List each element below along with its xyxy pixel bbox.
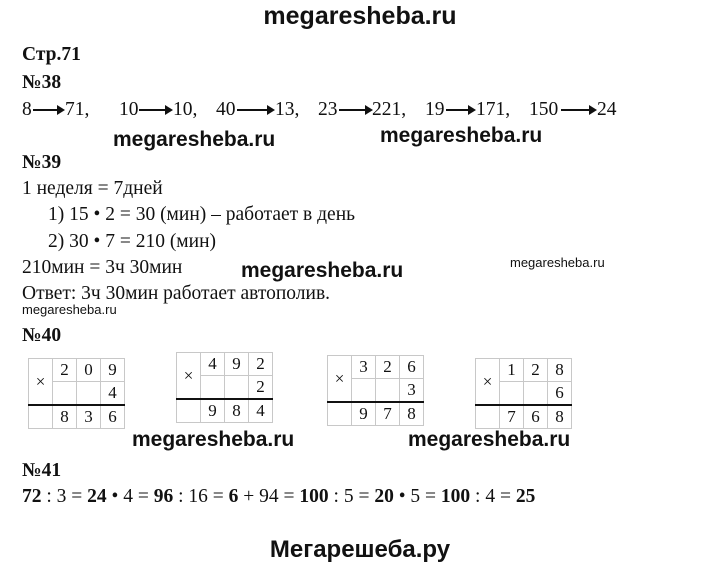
digit <box>53 382 77 406</box>
arrow-icon <box>139 109 171 111</box>
task-39-step: 1) 15 • 2 = 30 (мин) – работает в день <box>48 204 356 225</box>
arrow-output: 10, <box>173 99 198 120</box>
arrow-icon <box>561 109 595 111</box>
digit <box>500 382 524 406</box>
result-value: 20 <box>374 486 394 507</box>
result-value: 72 <box>22 486 42 507</box>
watermark-bottom: Мегарешеба.ру <box>269 536 451 563</box>
watermark: megaresheba.ru <box>132 428 295 451</box>
operation: + 94 = <box>238 486 300 507</box>
arrow-output: 171, <box>476 99 511 120</box>
multiplication-block <box>28 358 125 429</box>
digit: 2 <box>376 356 400 379</box>
arrow-input: 10 <box>119 99 139 120</box>
multiplication-block <box>176 352 273 423</box>
task-39-title: №39 <box>22 152 62 173</box>
operation: • 5 = <box>393 486 441 507</box>
operation: • 4 = <box>106 486 154 507</box>
digit <box>376 379 400 403</box>
digit: 9 <box>225 353 249 376</box>
result-value: 25 <box>515 486 536 507</box>
arrow-output: 71, <box>65 99 90 120</box>
arrow-output: 13, <box>275 99 300 120</box>
result-value: 100 <box>299 486 329 507</box>
arrow-icon <box>339 109 371 111</box>
digit: 2 <box>53 359 77 382</box>
digit: 8 <box>53 405 77 429</box>
arrow-icon <box>33 109 63 111</box>
arrow-icon <box>446 109 474 111</box>
operation: : 5 = <box>328 486 375 507</box>
arrow-input: 150 <box>529 99 559 120</box>
digit: 9 <box>201 399 225 423</box>
arrow-input: 19 <box>425 99 445 120</box>
digit: 2 <box>249 353 273 376</box>
arrow-icon <box>237 109 273 111</box>
multiply-sign: × <box>29 359 53 406</box>
arrow-input: 40 <box>216 99 236 120</box>
task-38-title: №38 <box>22 72 62 93</box>
operation: : 4 = <box>470 486 516 507</box>
digit: 7 <box>500 405 524 429</box>
digit: 7 <box>376 402 400 426</box>
arrow-output: 221, <box>372 99 407 120</box>
multiplication-block <box>475 358 572 429</box>
digit: 9 <box>352 402 376 426</box>
digit: 0 <box>77 359 101 382</box>
digit: 3 <box>77 405 101 429</box>
task-40-title: №40 <box>22 325 62 346</box>
watermark: megaresheba.ru <box>510 255 605 270</box>
digit: 8 <box>548 359 572 382</box>
arrow-input: 8 <box>22 99 32 120</box>
digit: 6 <box>548 382 572 406</box>
digit: 8 <box>225 399 249 423</box>
digit: 3 <box>352 356 376 379</box>
digit: 2 <box>249 376 273 400</box>
operation: : 16 = <box>173 486 229 507</box>
task-39-step: 2) 30 • 7 = 210 (мин) <box>48 231 217 252</box>
digit: 6 <box>524 405 548 429</box>
result-value: 100 <box>440 486 471 507</box>
digit: 4 <box>249 399 273 423</box>
task-39-answer: Ответ: 3ч 30мин работает автополив. <box>22 283 331 304</box>
digit <box>201 376 225 400</box>
watermark: megaresheba.ru <box>380 124 543 147</box>
task-41-title: №41 <box>22 460 62 481</box>
digit: 8 <box>548 405 572 429</box>
arrow-output: 24 <box>597 99 617 120</box>
digit: 3 <box>400 379 424 403</box>
multiply-sign: × <box>476 359 500 406</box>
digit: 8 <box>400 402 424 426</box>
digit: 2 <box>524 359 548 382</box>
digit: 1 <box>500 359 524 382</box>
task-41-expression <box>22 486 535 508</box>
digit: 6 <box>400 356 424 379</box>
task-39-conversion: 210мин = 3ч 30мин <box>22 257 183 278</box>
page-number: Стр.71 <box>22 44 81 65</box>
watermark-top: megaresheba.ru <box>263 2 457 30</box>
digit: 6 <box>101 405 125 429</box>
multiply-sign: × <box>328 356 352 403</box>
watermark: megaresheba.ru <box>408 428 571 451</box>
digit <box>225 376 249 400</box>
result-value: 6 <box>228 486 239 507</box>
result-value: 96 <box>153 486 174 507</box>
digit <box>524 382 548 406</box>
digit <box>77 382 101 406</box>
multiply-sign: × <box>177 353 201 400</box>
arrow-input: 23 <box>318 99 338 120</box>
digit: 4 <box>101 382 125 406</box>
task-39-line: 1 неделя = 7дней <box>22 178 163 199</box>
watermark: megaresheba.ru <box>22 302 117 317</box>
watermark: megaresheba.ru <box>241 259 404 282</box>
result-value: 24 <box>87 486 107 507</box>
operation: : 3 = <box>41 486 88 507</box>
watermark: megaresheba.ru <box>113 128 276 151</box>
multiplication-block <box>327 355 424 426</box>
digit: 4 <box>201 353 225 376</box>
digit <box>352 379 376 403</box>
digit: 9 <box>101 359 125 382</box>
